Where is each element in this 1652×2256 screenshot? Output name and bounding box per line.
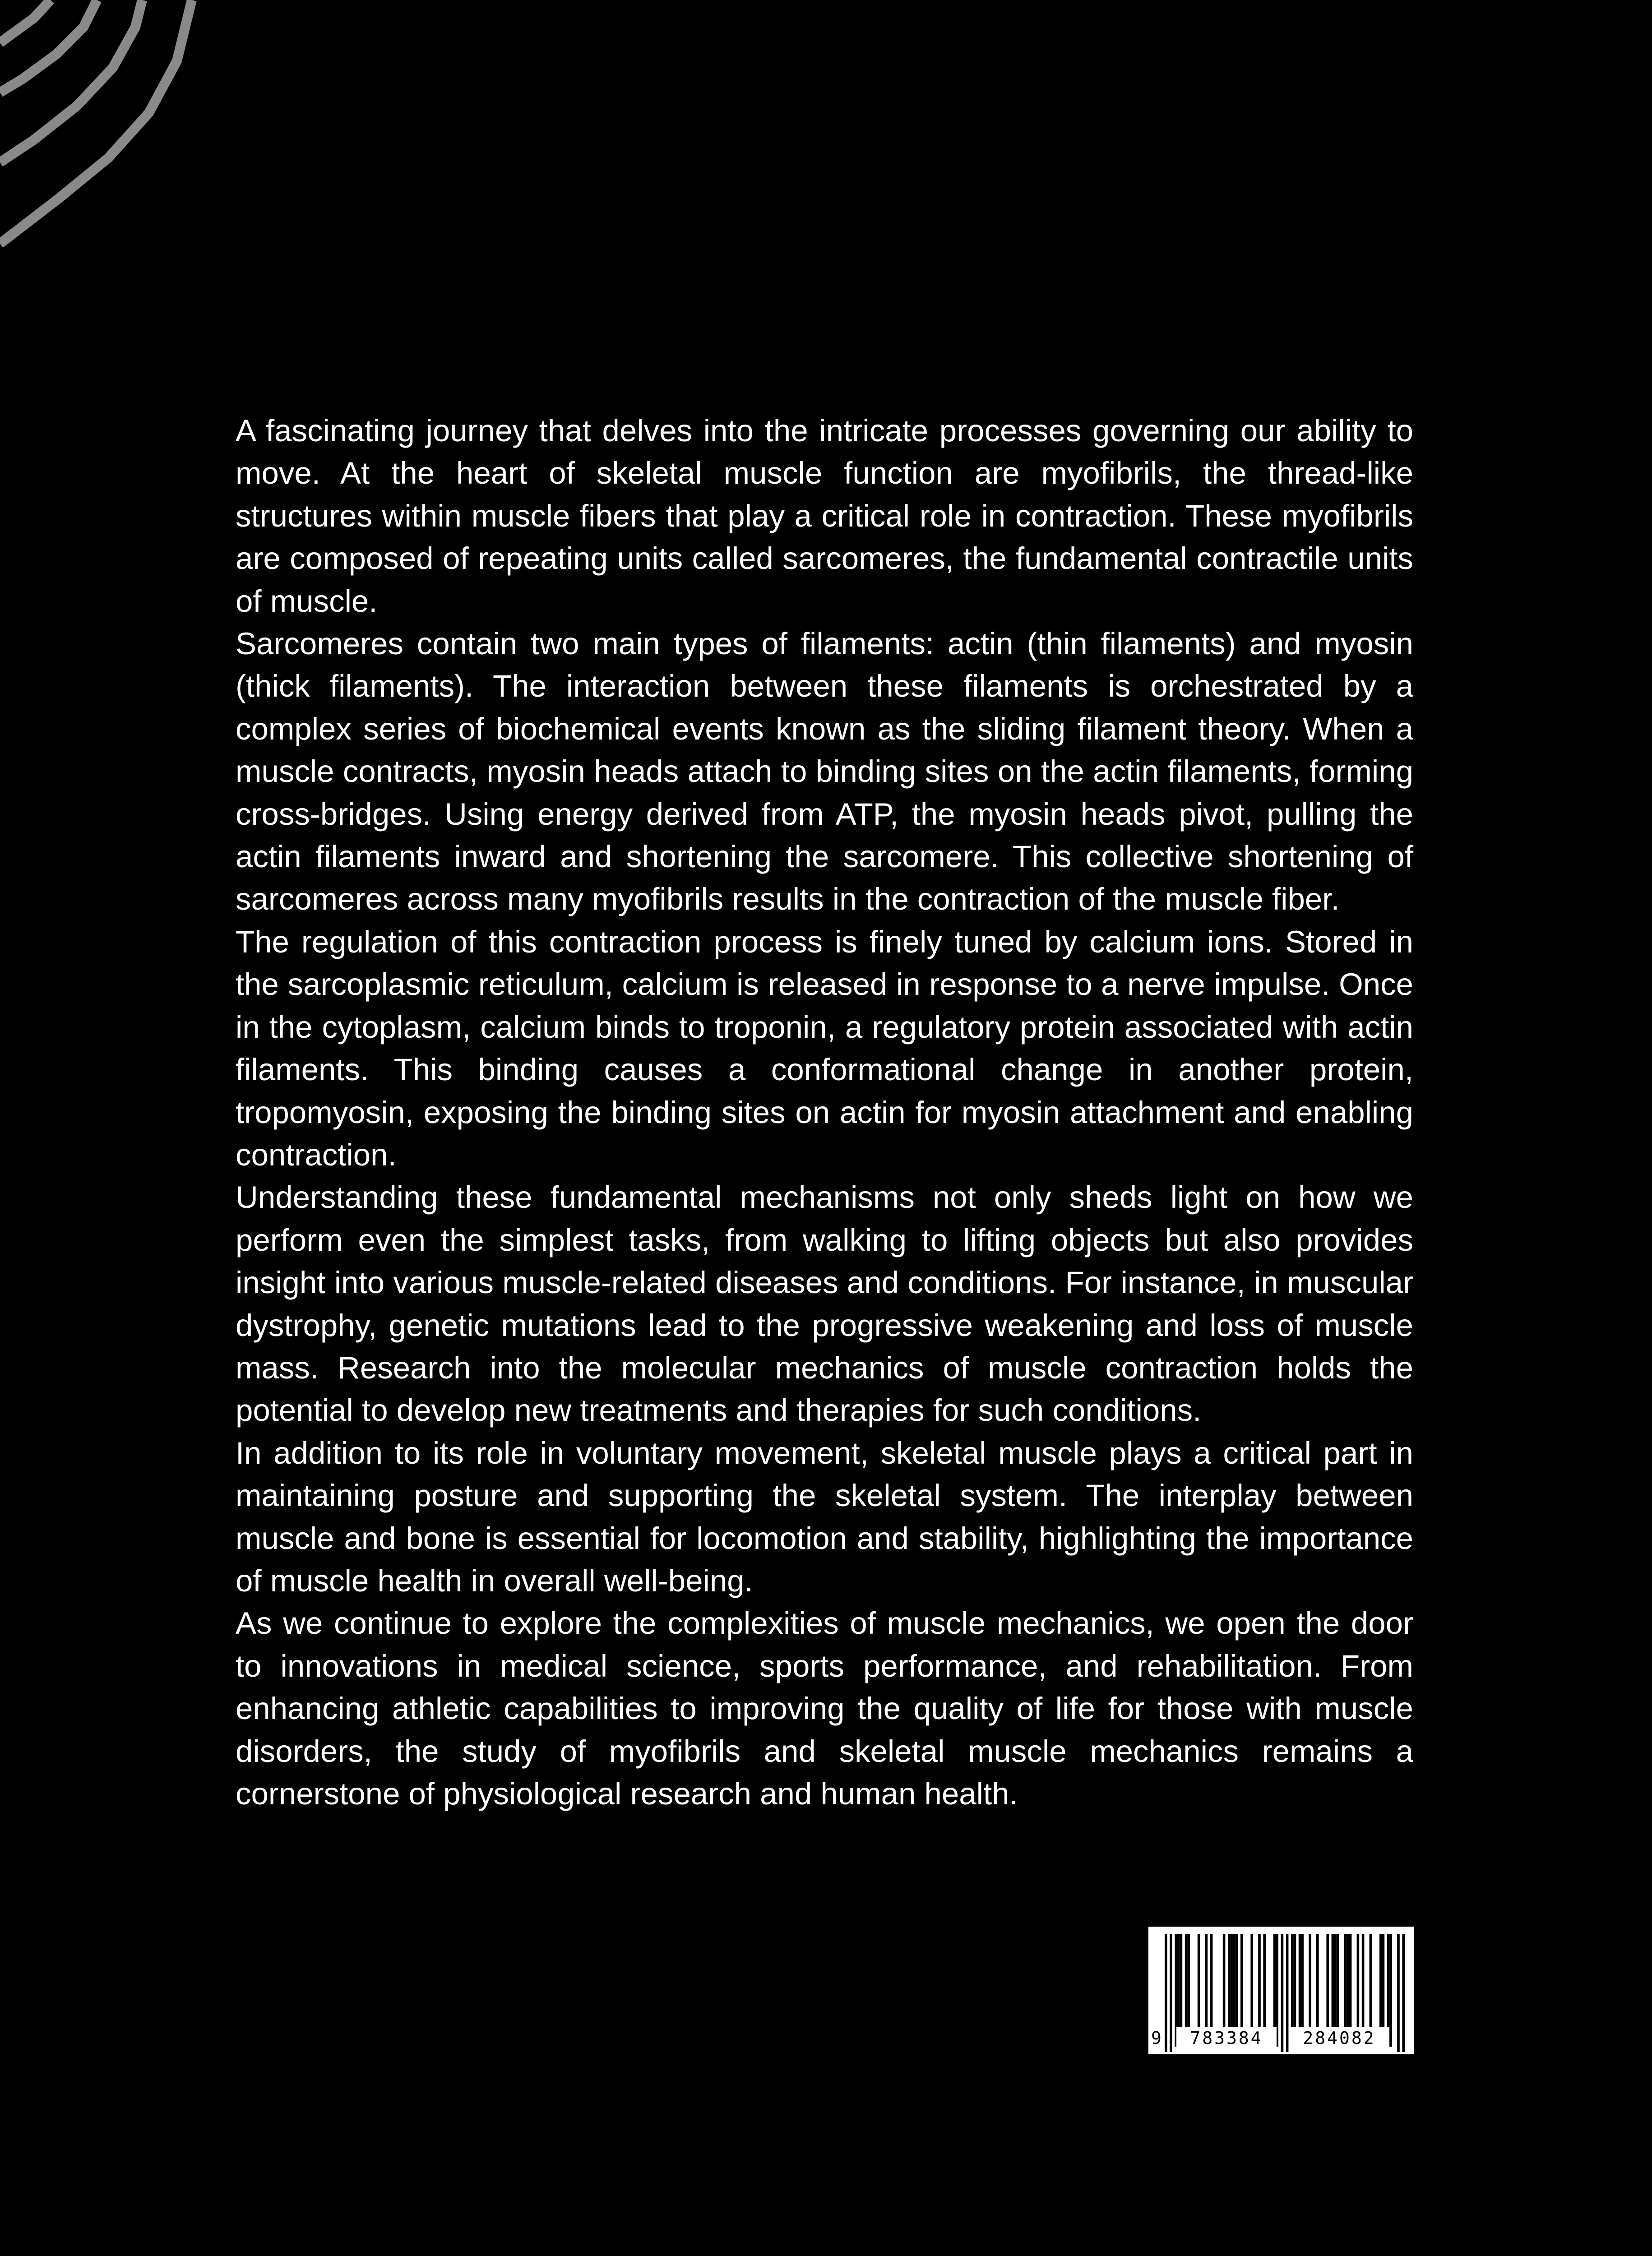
barcode-digit-first: 9	[1151, 2027, 1164, 2049]
barcode-bar	[1281, 1934, 1284, 2052]
blurb-paragraph: As we continue to explore the complexities of muscle mechanics, we open the door to innovations in medical science, sports performance, and rehabilitation. From enhancing athletic capabilities to improving the quality of life for those with muscle disorders, the study of myofibrils and skeletal muscle mechanics remains a cornerstone of physiological research and human health.	[236, 1606, 1413, 1811]
concentric-arcs-icon	[0, 0, 235, 280]
back-cover-blurb	[236, 410, 1413, 1815]
barcode-bar	[1402, 1934, 1405, 2052]
blurb-paragraph: A fascinating journey that delves into the intricate processes governing our ability to move. At the heart of skeletal muscle function are myofibrils, the thread-like structures within muscle fibers that play a critical role in contraction. These myofibrils are composed of repeating units called sarcomeres, the fundamental contractile units of muscle.	[236, 413, 1413, 619]
isbn-barcode	[1148, 1927, 1414, 2054]
barcode-bar	[1170, 1934, 1172, 2052]
blurb-paragraph: Understanding these fundamental mechanisms not only sheds light on how we perform even the simplest tasks, from walking to lifting objects but also provides insight into various muscle-related diseases and conditions. For instance, in muscular dystrophy, genetic mutations lead to the progressive weakening and loss of muscle mass. Research into the molecular mechanics of muscle contraction holds the potential to develop new treatments and therapies for such conditions.	[236, 1180, 1413, 1428]
barcode-bar	[1165, 1934, 1167, 2052]
blurb-paragraph: Sarcomeres contain two main types of filaments: actin (thin filaments) and myosin (thick filaments). The interaction between these filaments is orchestrated by a complex series of biochemical events known as the sliding filament theory. When a muscle contracts, myosin heads attach to binding sites on the actin filaments, forming cross-bridges. Using energy derived from ATP, the myosin heads pivot, pulling the actin filaments inward and shortening the sarcomere. This collective shortening of sarcomeres across many myofibrils results in the contraction of the muscle fiber.	[236, 626, 1413, 917]
barcode-digits-left: 783384	[1176, 2027, 1277, 2049]
barcode-bar	[1397, 1934, 1400, 2052]
blurb-paragraph: In addition to its role in voluntary movement, skeletal muscle plays a critical part in maintaining posture and supporting the skeletal system. The interplay between muscle and bone is essential for locomotion and stability, highlighting the importance of muscle health in overall well-being.	[236, 1435, 1413, 1598]
blurb-paragraph: The regulation of this contraction process is finely tuned by calcium ions. Stored in the sarcoplasmic reticulum, calcium is released in response to a nerve impulse. Once in the cytoplasm, calcium binds to troponin, a regulatory protein associated with actin filaments. This binding causes a conformational change in another protein, tropomyosin, exposing the binding sites on actin for myosin attachment and enabling contraction.	[236, 924, 1413, 1172]
barcode-bar	[1286, 1934, 1289, 2052]
barcode-digits-right: 284082	[1289, 2027, 1389, 2049]
barcode-bar	[1389, 1934, 1392, 2047]
